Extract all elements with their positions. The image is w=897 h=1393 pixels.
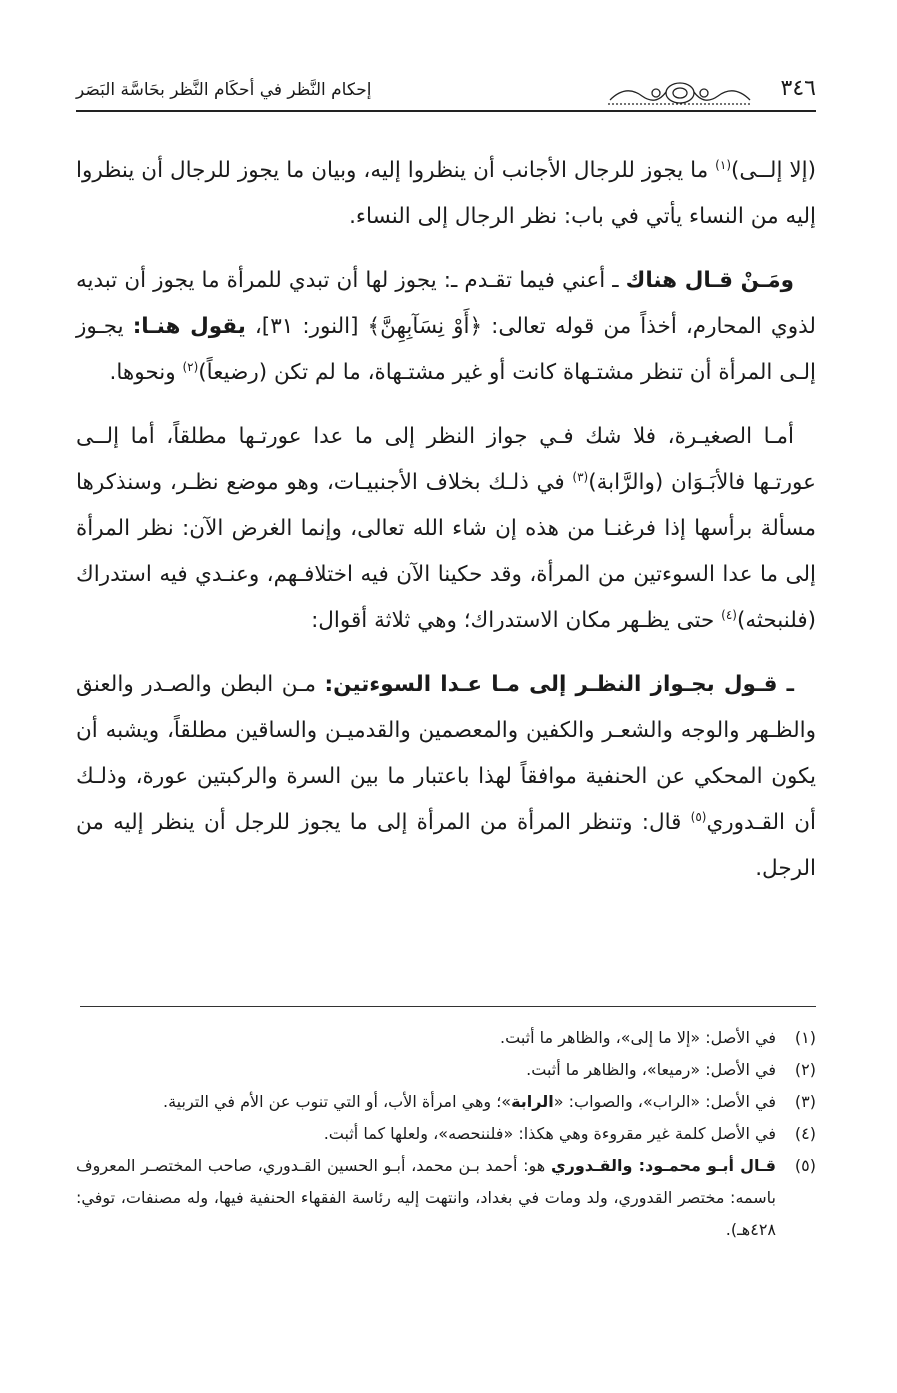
footnote-text: [76, 1118, 776, 1150]
text-run: ونحوها.: [109, 360, 183, 385]
footnote-ref: (٥): [690, 809, 707, 824]
header-rule: [76, 110, 816, 112]
text-run: مـن البطن والصـدر والعنق والظـهر والوجه والشعـر والكفين والمعصمين والقدميـن والساقين مطلقاً، ويشبه أن يكون المحكي عن الحنفية موافقاً لهذا باعتبار ما بين السرة والركبتين عورة، وذلـك أن القـدوري: [76, 672, 816, 835]
text-run: في الأصل: «إلا ما إلى»، والظاهر ما أثبت.: [500, 1028, 776, 1047]
text-run: هو: أحمد بـن محمد، أبـو الحسين القـدوري، صاحب المختصـر المعروف باسمه: مختصر القدوري، ولد ومات في بغداد، وانتهت إليه رئاسة الفقهاء الحنفية فيها، وله مصنفات، توفي: ٤٢٨هـ).: [76, 1156, 776, 1239]
text-run: في ذلـك بخلاف الأجنبيـات، وهو موضع نظـر، وسنذكرها مسألة برأسها إذا فرغنـا من هذه إن شاء الله تعالى، وإنما الغرض الآن: نظر المرأة إلى ما عدا السوءتين من المرأة، وقد حكينا الآن فيه اختلافـهم، وعنـدي فيه استدراك (فلنبحثه): [76, 470, 816, 633]
footnote-number: (٢): [794, 1060, 816, 1079]
footnote-separator: [80, 1006, 816, 1007]
text-run: ما يجوز للرجال الأجانب أن ينظروا إليه، وبيان ما يجوز للرجال أن ينظروا إليه من النساء يأتي في باب: نظر الرجال إلى النساء.: [76, 158, 816, 229]
footnote-number: (٥): [794, 1156, 816, 1175]
footnotes: [76, 1022, 816, 1246]
page-number: ٣٤٦: [780, 76, 816, 101]
footnote-text: [76, 1054, 776, 1086]
paragraph: [76, 148, 816, 240]
footnote: [76, 1054, 816, 1086]
text-run: ـ أعني فيما تقـدم ـ: يجوز لها أن تبدي للمرأة ما يجوز أن تبديه لذوي المحارم، أخذاً من قوله تعالى: ﴿أَوْ نِسَآبِهِنَّ﴾ [النور: ٣١]،: [76, 268, 816, 339]
footnote-ref: (١): [715, 157, 731, 172]
footnote-number: (١): [794, 1028, 816, 1047]
footnote: [76, 1086, 816, 1118]
footnote-number: (٣): [794, 1092, 816, 1111]
paragraph: [76, 258, 816, 396]
footnote-ref: (٤): [721, 607, 737, 622]
footnote-text: [76, 1150, 776, 1246]
text-run: في الأصل: «الراب»، والصواب: «: [553, 1092, 776, 1111]
bold-text: ـ قـول بجـواز النظـر إلى مـا عـدا السوءتين:: [324, 672, 794, 697]
footnote-text: [76, 1022, 776, 1054]
text-run: يجـوز إلـى المرأة أن تنظر مشتـهاة كانت أو غير مشتـهاة، ما لم تكن (رضيعاً): [76, 314, 816, 385]
bold-text: قـال أبـو محمـود: والقـدوري: [550, 1156, 777, 1175]
paragraph: [76, 662, 816, 892]
bold-text: يقول هنـا:: [132, 314, 246, 339]
text-run: في الأصل: «رميعا»، والظاهر ما أثبت.: [526, 1060, 776, 1079]
running-title: إحكام النَّظر في أحكَام النَّظر بحَاسَّة البَصَر: [76, 80, 372, 100]
text-run: أمـا الصغيـرة، فلا شك فـي جواز النظر إلى ما عدا عورتـها مطلقاً، أما إلــى عورتـها فالأبَـوَان (والرَّابة): [76, 424, 816, 495]
footnote-ref: (٣): [572, 469, 589, 484]
paragraph: [76, 414, 816, 644]
text-run: في الأصل كلمة غير مقروءة وهي هكذا: «فلننحصه»، ولعلها كما أثبت.: [323, 1124, 776, 1143]
page-header: [76, 72, 816, 124]
text-run: »؛ وهي امرأة الأب، أو التي تنوب عن الأم في التربية.: [163, 1092, 512, 1111]
footnote-ref: (٢): [182, 359, 199, 374]
main-text: [76, 148, 816, 910]
text-run: قال: وتنظر المرأة من المرأة إلى ما يجوز للرجل أن ينظر إليه من الرجل.: [76, 810, 816, 881]
footnote: [76, 1150, 816, 1246]
bold-text: ومَـنْ قـال هناك: [625, 268, 794, 293]
text-run: حتى يظـهر مكان الاستدراك؛ وهي ثلاثة أقوال:: [311, 608, 722, 633]
footnote: [76, 1022, 816, 1054]
footnote: [76, 1118, 816, 1150]
bold-text: الرابة: [511, 1092, 554, 1111]
ornament-icon: [606, 78, 754, 108]
footnote-text: [76, 1086, 776, 1118]
text-run: (إلا إلــى): [731, 158, 816, 183]
footnote-number: (٤): [794, 1124, 816, 1143]
